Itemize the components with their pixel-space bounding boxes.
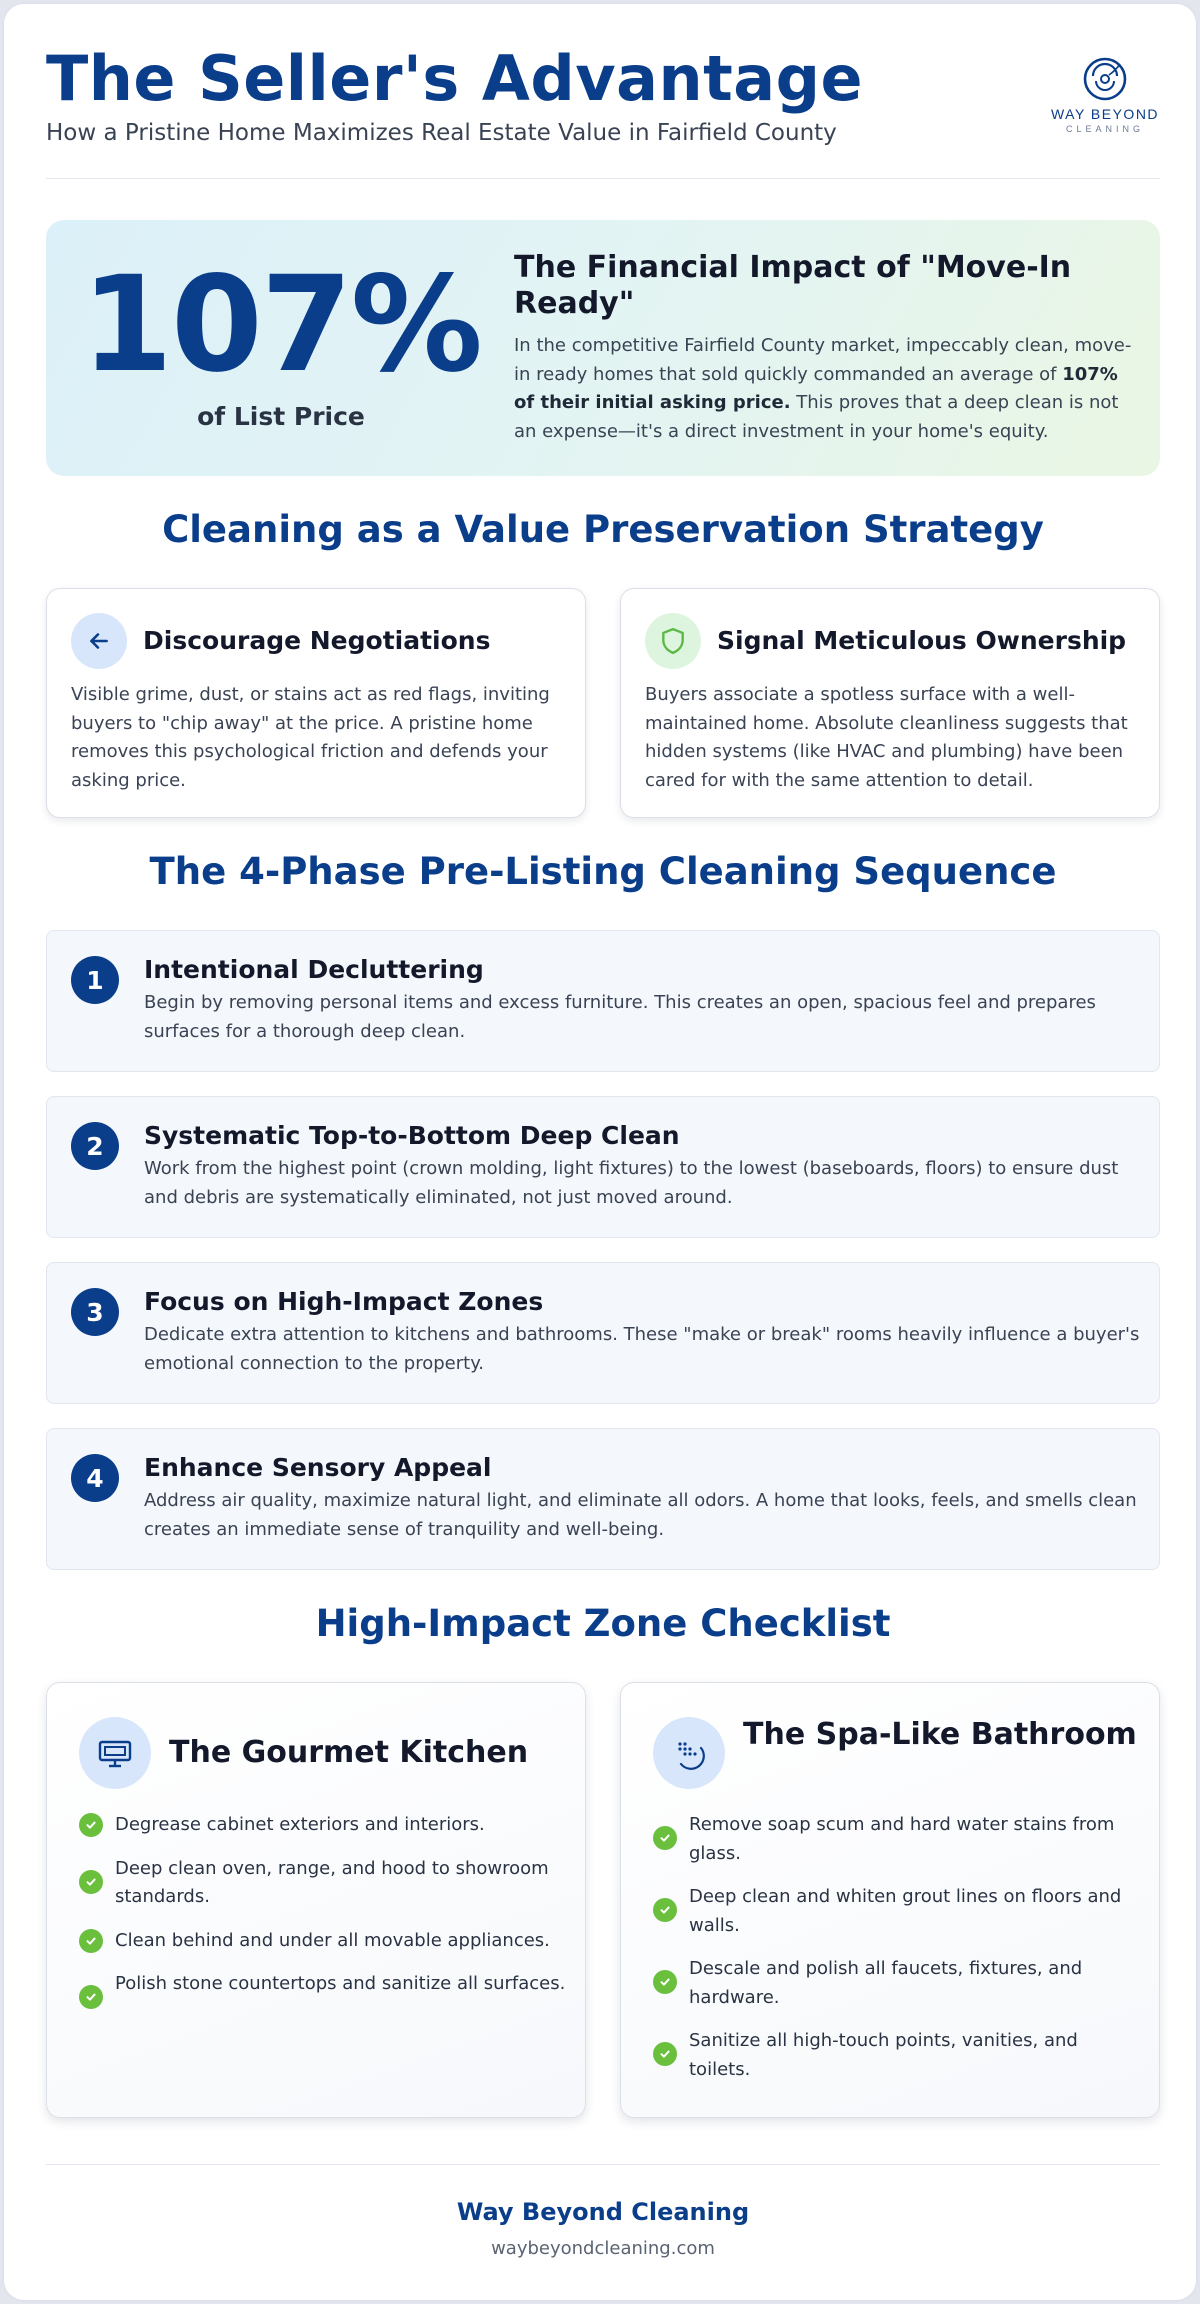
hero-body-highlight: 107% of their initial asking price.: [514, 363, 1118, 413]
footer-company-name: Way Beyond Cleaning: [456, 2198, 750, 2226]
zone-card-bathroom: [620, 1682, 1160, 2118]
shield-icon: [645, 613, 701, 669]
hero-body-conclusion: This proves that a deep clean is not an expense—it's a direct investment in your home's equity.: [514, 392, 1119, 442]
swirl-logo-icon: [1080, 56, 1130, 102]
value-section-title: Cleaning as a Value Preservation Strategy: [162, 508, 1044, 551]
check-icon: [79, 1813, 103, 1837]
checklist-item: [653, 2027, 1143, 2084]
checklist-item-text: Polish stone countertops and sanitize all surfaces.: [115, 1973, 566, 1994]
phase-description: Address air quality, maximize natural light, and eliminate all odors. A home that looks, feels, and smells clean creates an immediate sense of tranquility and well-being.: [144, 1490, 1137, 1540]
value-card-title: Discourage Negotiations: [143, 626, 491, 655]
phase-step-4: [46, 1428, 1160, 1570]
checklist-item-text: Deep clean oven, range, and hood to showroom standards.: [115, 1857, 549, 1907]
header: [46, 42, 1160, 182]
checklist-item: [653, 1883, 1143, 1940]
value-card-body: Buyers associate a spotless surface with a well-maintained home. Absolute cleanliness suggests that hidden systems (like HVAC and plumbing) have been cared for with the same attention to detail.: [645, 684, 1128, 791]
phase-number-badge: 4: [71, 1454, 119, 1502]
checklist-item-text: Sanitize all high-touch points, vanities, and toilets.: [689, 2030, 1078, 2080]
zone-card-kitchen: [46, 1682, 586, 2118]
check-icon: [653, 1898, 677, 1922]
company-logo: [1050, 56, 1160, 134]
bathroom-checklist: [653, 1811, 1143, 2099]
checklist-item-text: Degrease cabinet exteriors and interiors.: [115, 1814, 485, 1835]
page-title: The Seller's Advantage: [46, 42, 864, 115]
phases-section-title: The 4-Phase Pre-Listing Cleaning Sequence: [149, 850, 1057, 893]
value-card-title: Signal Meticulous Ownership: [717, 626, 1127, 655]
phase-title: Focus on High-Impact Zones: [144, 1287, 544, 1316]
footer-divider: [46, 2164, 1160, 2165]
phase-number-badge: 1: [71, 956, 119, 1004]
footer-website-link[interactable]: waybeyondcleaning.com: [491, 2238, 715, 2259]
infographic-page: [2, 2, 1198, 2302]
hero-text: [514, 250, 1134, 446]
value-card-ownership: [620, 588, 1160, 818]
checklist-item-text: Clean behind and under all movable appliances.: [115, 1929, 550, 1951]
hero-stat: [76, 250, 486, 431]
page-subtitle: How a Pristine Home Maximizes Real Estate Value in Fairfield County: [46, 120, 837, 146]
check-icon: [653, 1826, 677, 1850]
checklist-item: [79, 1855, 569, 1912]
header-divider: [46, 178, 1160, 179]
checklist-item-text: Descale and polish all faucets, fixtures, and hardware.: [689, 1958, 1083, 2008]
checklist-item: [79, 1927, 569, 1956]
check-icon: [653, 2042, 677, 2066]
hero-stat-value: 107%: [81, 248, 481, 402]
check-icon: [79, 1929, 103, 1953]
phase-title: Intentional Decluttering: [144, 955, 484, 984]
logo-name: WAY BEYOND: [1050, 106, 1160, 122]
hero-body: [514, 332, 1134, 446]
phase-description: Dedicate extra attention to kitchens and bathrooms. These "make or break" rooms heavily influence a buyer's emotional connection to the property.: [144, 1324, 1140, 1374]
checklist-item-text: Deep clean and whiten grout lines on floors and walls.: [689, 1886, 1122, 1936]
check-icon: [79, 1870, 103, 1894]
hero-body-intro: In the competitive Fairfield County market, impeccably clean, move-in ready homes that sold quickly commanded an average of: [514, 335, 1132, 385]
hero-title: The Financial Impact of "Move-In Ready": [514, 250, 1072, 321]
phase-description: Work from the highest point (crown molding, light fixtures) to the lowest (baseboards, floors) to ensure dust and debris are systematically eliminated, not just moved around.: [144, 1158, 1119, 1208]
hero-panel: [46, 220, 1160, 476]
zone-title: The Spa-Like Bathroom: [743, 1717, 1137, 1752]
checklist-section-title: High-Impact Zone Checklist: [315, 1602, 891, 1645]
kitchen-checklist: [79, 1811, 569, 2024]
zone-title: The Gourmet Kitchen: [169, 1735, 529, 1770]
phase-number-badge: 2: [71, 1122, 119, 1170]
phase-title: Enhance Sensory Appeal: [144, 1453, 492, 1482]
checklist-item-text: Remove soap scum and hard water stains from glass.: [689, 1814, 1115, 1864]
checklist-item: [653, 1811, 1143, 1868]
hero-stat-caption: of List Price: [197, 402, 365, 431]
check-icon: [653, 1970, 677, 1994]
stove-icon: [79, 1717, 151, 1789]
checklist-item: [653, 1955, 1143, 2012]
shower-icon: [653, 1717, 725, 1789]
logo-tagline: CLEANING: [1065, 124, 1144, 134]
checklist-item: [79, 1811, 569, 1840]
phase-number-badge: 3: [71, 1288, 119, 1336]
phase-description: Begin by removing personal items and excess furniture. This creates an open, spacious feel and prepares surfaces for a thorough deep clean.: [144, 992, 1096, 1042]
check-icon: [79, 1985, 103, 2009]
phase-title: Systematic Top-to-Bottom Deep Clean: [144, 1121, 680, 1150]
value-card-body: Visible grime, dust, or stains act as red flags, inviting buyers to "chip away" at the price. A pristine home removes this psychological friction and defends your asking price.: [71, 684, 550, 791]
value-card-negotiations: [46, 588, 586, 818]
phase-step-3: [46, 1262, 1160, 1404]
checklist-item: [79, 1970, 569, 2009]
arrow-left-icon: [71, 613, 127, 669]
phase-step-2: [46, 1096, 1160, 1238]
phase-step-1: [46, 930, 1160, 1072]
